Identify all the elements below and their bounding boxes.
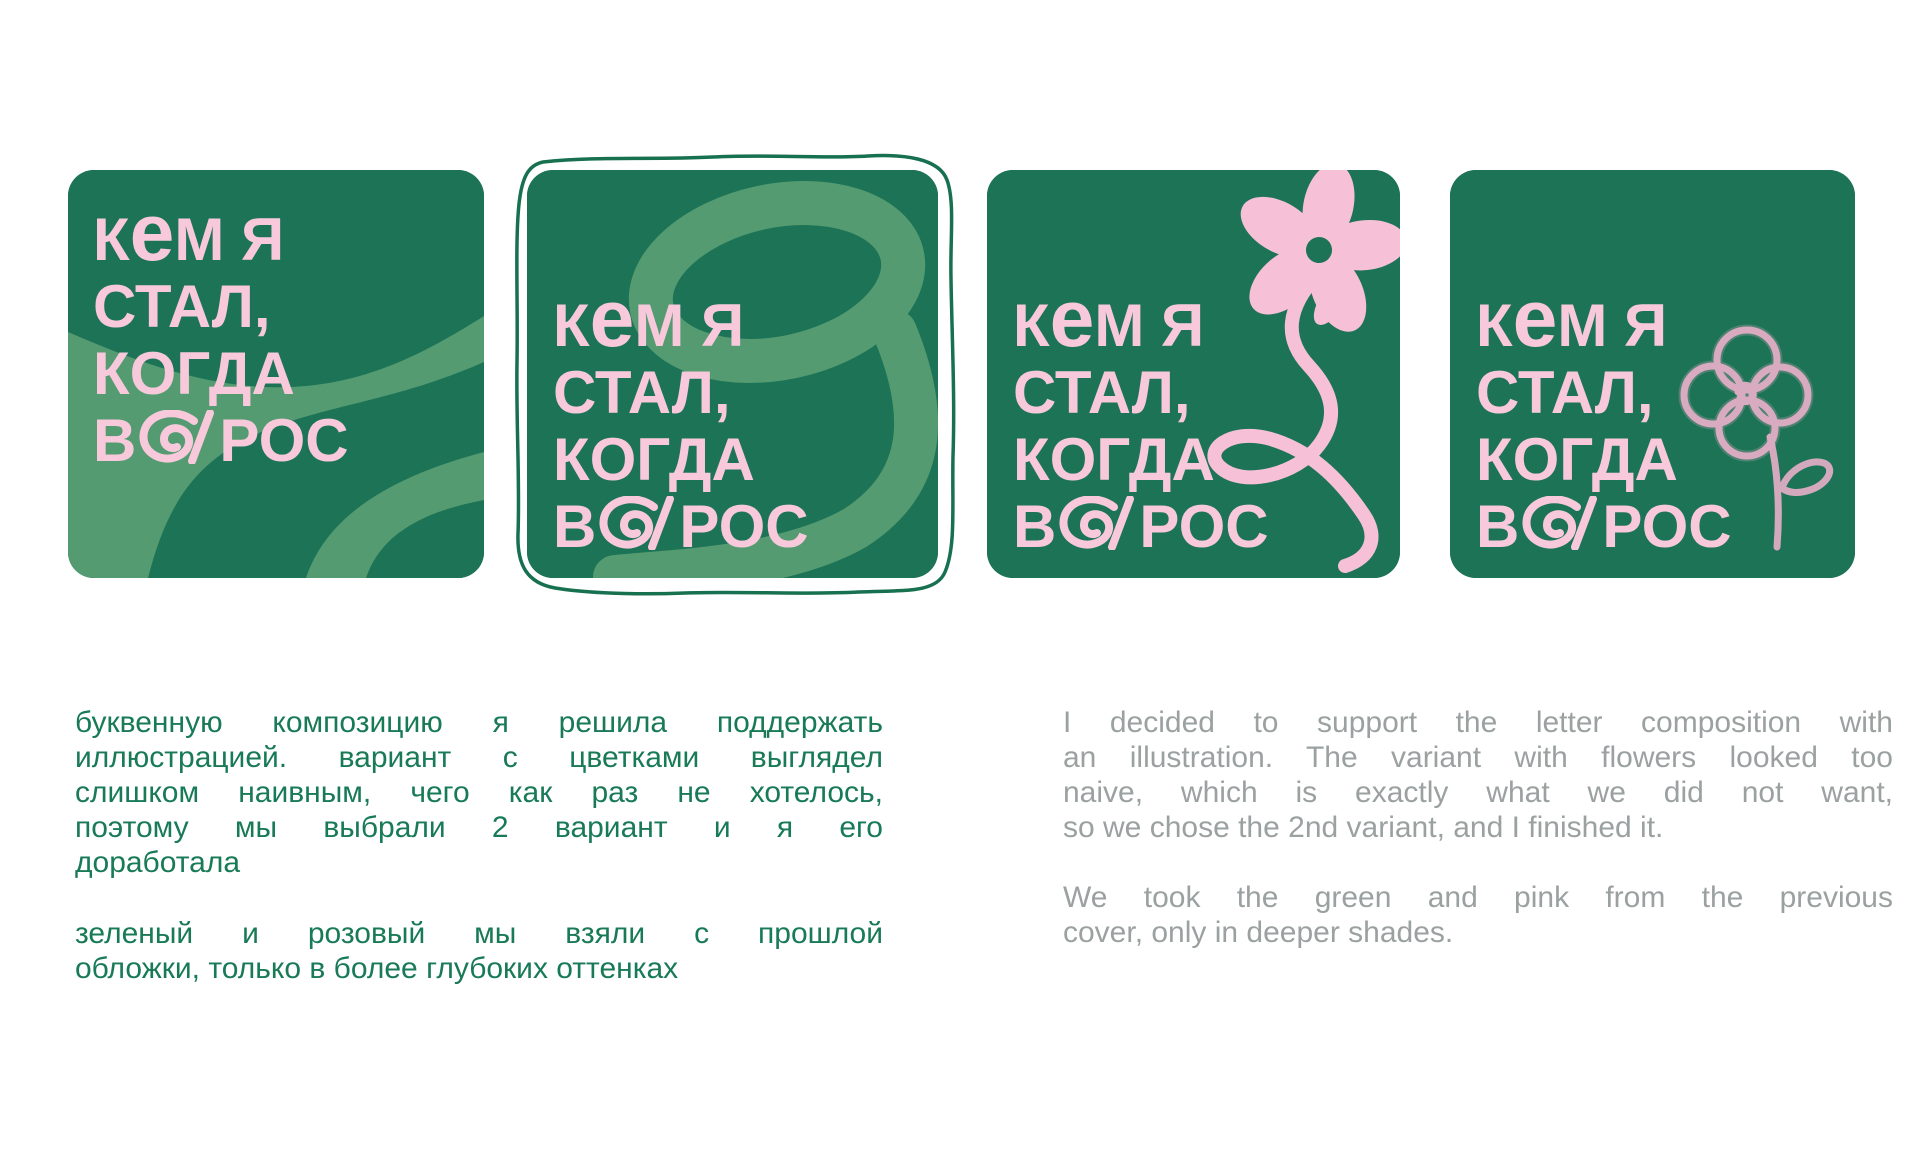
- text-line: We took the green and pink from the previous: [1063, 881, 1893, 914]
- title-line-2: СТАЛ,: [553, 359, 731, 426]
- cover-variant-3: [987, 170, 1400, 578]
- russian-note-paragraph-2: [75, 916, 883, 986]
- title-line-3: КОГДА: [1476, 426, 1678, 493]
- text-line: зеленый и розовый мы взяли с прошлой: [75, 917, 883, 950]
- english-note-paragraph-1: [1063, 705, 1893, 845]
- title-line-1: КеМ Я: [93, 188, 285, 278]
- text-line: I decided to support the letter composition with: [1063, 706, 1893, 739]
- title-line-2: СТАЛ,: [1476, 359, 1654, 426]
- cover-title: [1013, 274, 1269, 560]
- title-line-3: КОГДА: [93, 340, 295, 407]
- text-line: слишком наивным, чего как раз не хотелось,: [75, 776, 883, 809]
- cover-variant-1: [68, 170, 484, 578]
- text-line: поэтому мы выбрали 2 вариант и я его: [75, 811, 883, 844]
- stylized-e-letter: е: [1512, 274, 1558, 364]
- title-line-1: КеМ Я: [1013, 274, 1205, 364]
- title-line-3: КОГДА: [1013, 426, 1215, 493]
- stylized-y-doodle-icon: [138, 410, 216, 464]
- stylized-y-doodle-icon: [1521, 496, 1599, 550]
- text-line: буквенную композицию я решила поддержать: [75, 706, 883, 739]
- cover-variant-4: [1450, 170, 1855, 578]
- text-line: доработала: [75, 846, 241, 879]
- text-line: иллюстрацией. вариант с цветками выглядел: [75, 741, 883, 774]
- stylized-e-letter: е: [1049, 274, 1095, 364]
- stylized-y-doodle-icon: [1058, 496, 1136, 550]
- text-line: cover, only in deeper shades.: [1063, 916, 1454, 949]
- selected-variant-outline: [503, 144, 963, 606]
- title-line-4: В РОС: [1013, 493, 1269, 560]
- title-line-4: В РОС: [553, 493, 809, 560]
- text-line: so we chose the 2nd variant, and I finished it.: [1063, 811, 1664, 844]
- title-line-4: В РОС: [1476, 493, 1732, 560]
- title-line-3: КОГДА: [553, 426, 755, 493]
- russian-note-paragraph-1: [75, 705, 883, 880]
- english-note-paragraph-2: [1063, 880, 1893, 950]
- cover-title: [1476, 274, 1732, 560]
- cover-title: [93, 188, 349, 474]
- stylized-e-letter: е: [589, 274, 635, 364]
- text-line: an illustration. The variant with flowers looked too: [1063, 741, 1893, 774]
- title-line-2: СТАЛ,: [93, 273, 271, 340]
- title-line-4: В РОС: [93, 407, 349, 474]
- text-line: naive, which is exactly what we did not want,: [1063, 776, 1893, 809]
- title-line-1: КеМ Я: [553, 274, 745, 364]
- text-line: обложки, только в более глубоких оттенках: [75, 952, 679, 985]
- title-line-1: КеМ Я: [1476, 274, 1668, 364]
- stylized-e-letter: е: [129, 188, 175, 278]
- title-line-2: СТАЛ,: [1013, 359, 1191, 426]
